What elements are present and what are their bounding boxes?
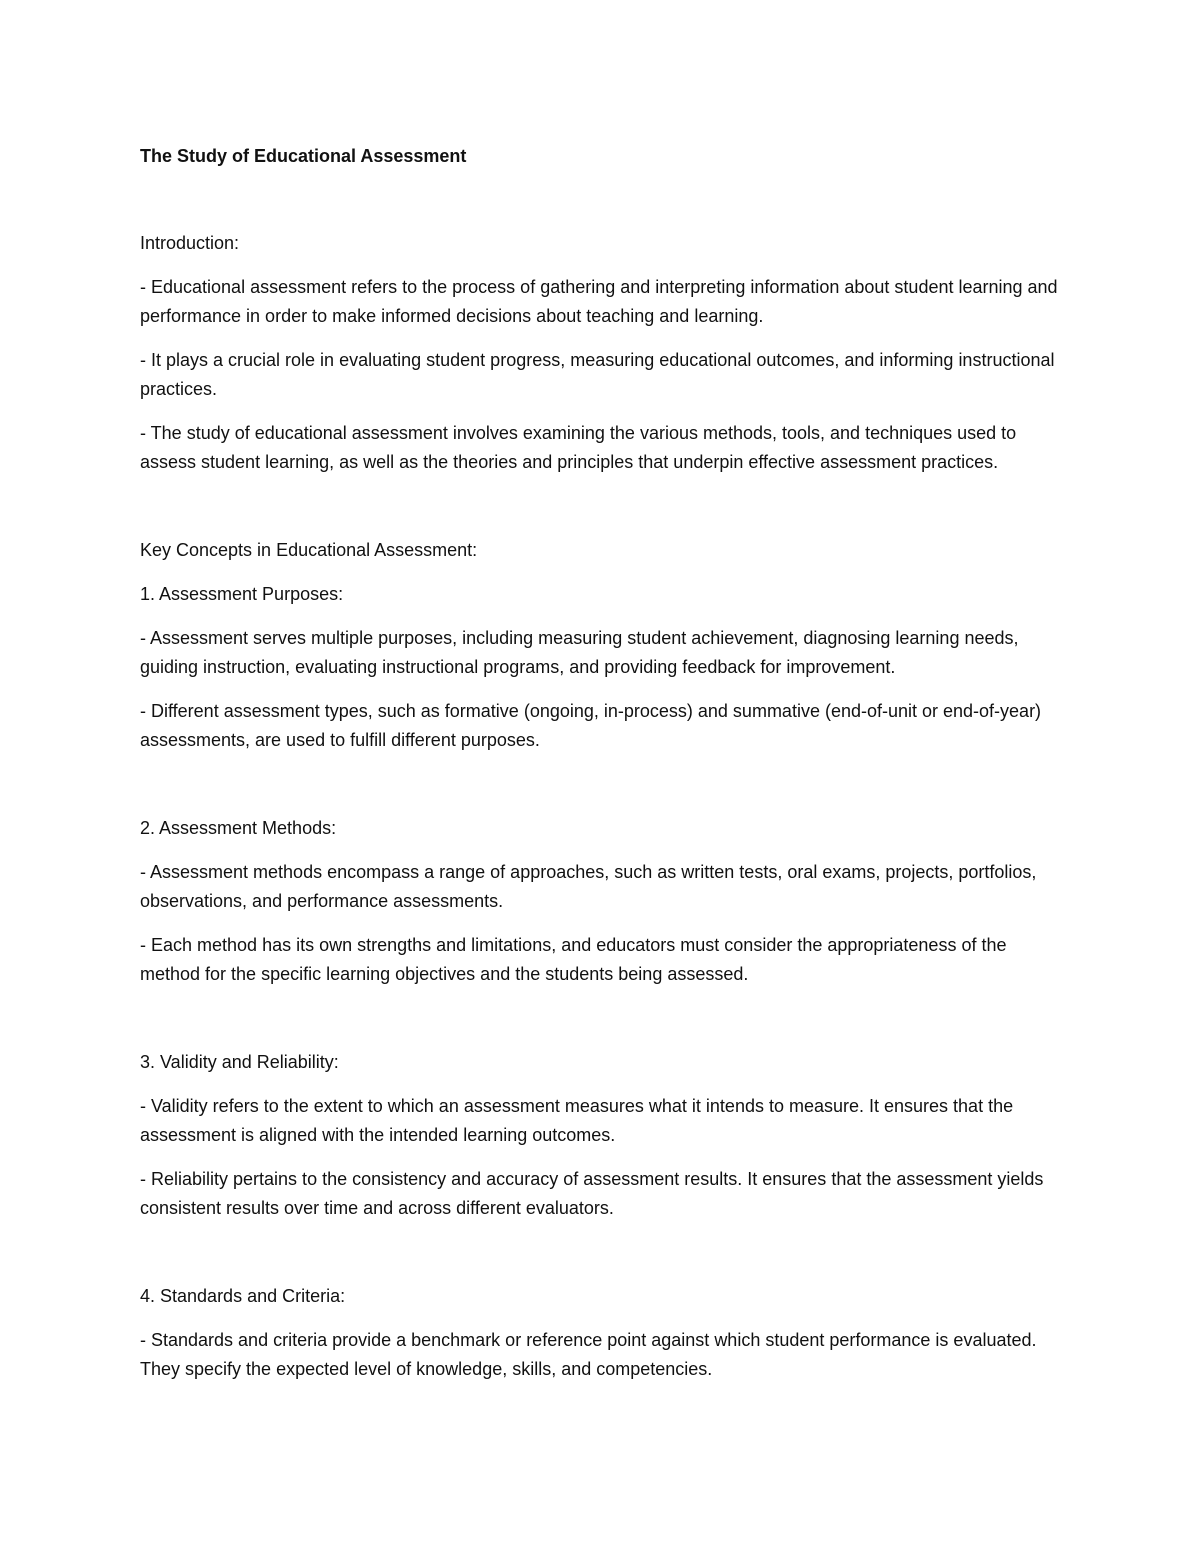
assessment-methods-paragraph-2: - Each method has its own strengths and limitations, and educators must consider the appropriateness of the method for the specific learning objectives and the students being assessed. <box>140 935 1007 984</box>
introduction-paragraph-2: - It plays a crucial role in evaluating student progress, measuring educational outcomes, and informing instructional practices. <box>140 350 1055 399</box>
document-title: The Study of Educational Assessment <box>140 146 467 166</box>
reliability-paragraph: - Reliability pertains to the consistency and accuracy of assessment results. It ensures that the assessment yields consistent results over time and across different evaluators. <box>140 1169 1044 1218</box>
assessment-purposes-paragraph-1: - Assessment serves multiple purposes, including measuring student achievement, diagnosing learning needs, guiding instruction, evaluating instructional programs, and providing feedback for improvement. <box>140 628 1019 677</box>
key-concepts-heading: Key Concepts in Educational Assessment: <box>140 540 478 560</box>
introduction-paragraph-1: - Educational assessment refers to the process of gathering and interpreting information about student learning and performance in order to make informed decisions about teaching and learning. <box>140 277 1058 326</box>
section-heading-standards-criteria: 4. Standards and Criteria: <box>140 1286 346 1306</box>
section-heading-assessment-purposes: 1. Assessment Purposes: <box>140 584 344 604</box>
introduction-paragraph-3: - The study of educational assessment involves examining the various methods, tools, and techniques used to assess student learning, as well as the theories and principles that underpin effective assessment practices. <box>140 423 1017 472</box>
introduction-heading: Introduction: <box>140 233 240 253</box>
section-spacer <box>140 1238 1070 1282</box>
section-heading-validity-reliability: 3. Validity and Reliability: <box>140 1052 339 1072</box>
validity-paragraph: - Validity refers to the extent to which an assessment measures what it intends to measure. It ensures that the assessment is aligned with the intended learning outcomes. <box>140 1096 1014 1145</box>
section-heading-assessment-methods: 2. Assessment Methods: <box>140 818 337 838</box>
section-spacer <box>140 1004 1070 1048</box>
assessment-methods-paragraph-1: - Assessment methods encompass a range of approaches, such as written tests, oral exams, projects, portfolios, observations, and performance assessments. <box>140 862 1037 911</box>
section-spacer <box>140 492 1070 536</box>
standards-criteria-paragraph: - Standards and criteria provide a benchmark or reference point against which student performance is evaluated. They specify the expected level of knowledge, skills, and competencies. <box>140 1330 1037 1379</box>
assessment-purposes-paragraph-2: - Different assessment types, such as formative (ongoing, in-process) and summative (end-of-unit or end-of-year) assessments, are used to fulfill different purposes. <box>140 701 1042 750</box>
section-spacer <box>140 770 1070 814</box>
document-content <box>140 142 1070 1399</box>
